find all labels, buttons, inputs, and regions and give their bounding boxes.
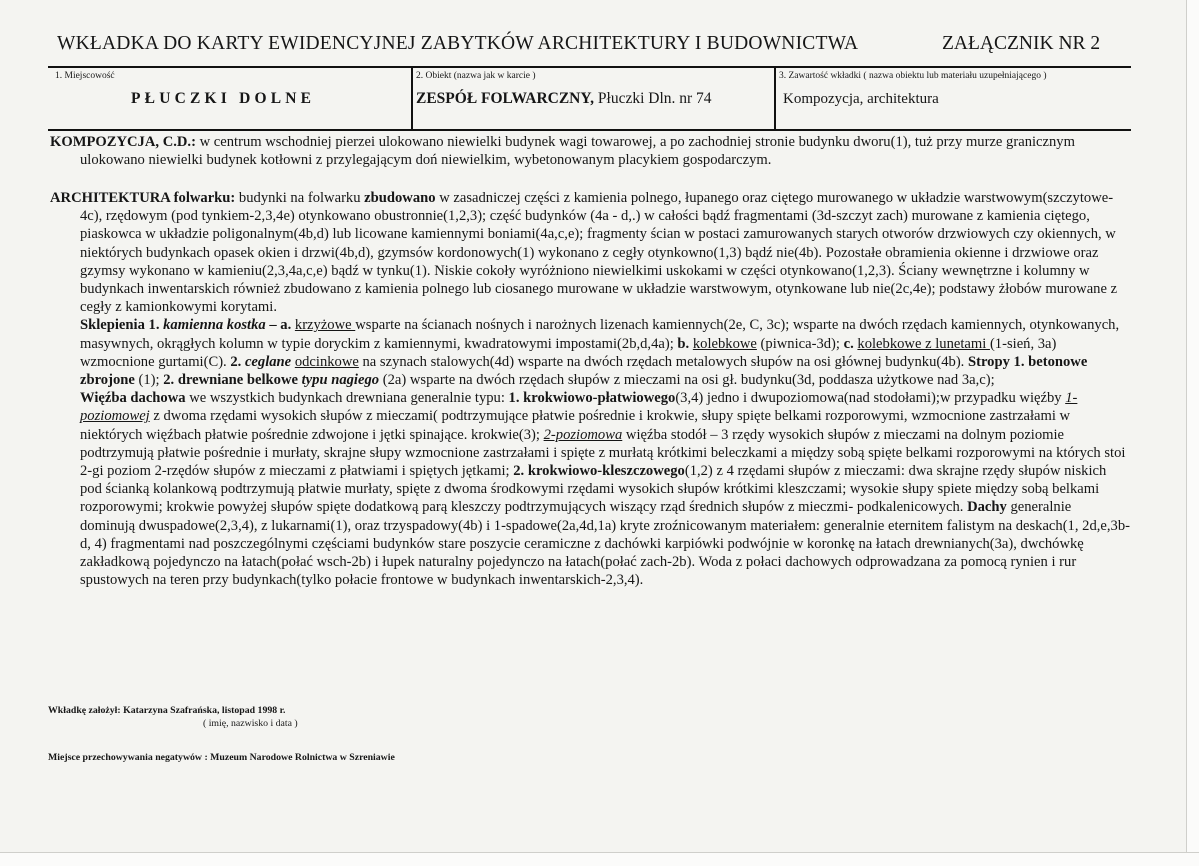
text-run: kolebkowe — [692, 335, 757, 352]
text-run: (2a) wsparte na dwóch rzędach słupów z mieczami na osi gł. budynku(3d, poddasza użytkowe nad 3a,c); — [379, 372, 995, 389]
text-run: ARCHITEKTURA folwarku: — [50, 190, 236, 206]
object-value — [416, 90, 712, 108]
text-run: więźba stodół – 3 rzędy wysokich słupów z mieczami na dolnym poziomie podtrzymują płatwie pośrednie i murłaty, skrajne słupy wzmocnione zastrzałami i spięte z murłatą krótkimi beleczkami a między sobą spięte belkami rozporowymi na których stoi 2-gi poziom 2-rzędów słupów z mieczami z płatwiami i spiętych jętkami; — [80, 426, 1126, 480]
text-run: kamienna kostka — [163, 317, 266, 334]
text-run: Stropy 1. betonowe zbrojone — [80, 353, 1088, 389]
text-run: (1); — [134, 372, 164, 389]
text-run: Sklepienia 1. — [80, 317, 164, 334]
text-run: generalnie dominują dwuspadowe(2,3,4), z lukarnami(1), oraz trzyspadowy(4b) i 1-spadowe(2a,4d,1a) kryte zroźnicowanym materiałem: generalnie eternitem falistym na deskach(1, 2d,e,3b-d, 4) fragmentami nad poszczególnymi częściami budynków stare poszycie ceramiczne z dachówki karpiówki podwójnie w koronkę na łatach drewnianych(3a), dwchówkę zakładkową pojedynczo na łatach(połać wsch-2b) i łupek naturalny pojedynczo na łatach(połać zach-2b). Woda z połaci dachowych odprowadzana za pomocą rynien i rur spustowych na teren przy budynkach(tylko połacie frontowe w budynkach inwentarskich-2,3,4). — [80, 499, 1130, 589]
text-run: Więźba dachowa — [80, 390, 186, 407]
author-hint: ( imię, nazwisko i data ) — [203, 718, 298, 729]
card-title: WKŁADKA DO KARTY EWIDENCYJNEJ ZABYTKÓW ARCHITEKTURY I BUDOWNICTWA — [57, 33, 859, 54]
text-run: 2. drewniane belkowe — [163, 372, 302, 389]
place-label: 1. Miejscowość — [55, 71, 115, 81]
scan-edge-right — [1186, 0, 1199, 865]
annex-number: ZAŁĄCZNIK NR 2 — [942, 33, 1101, 54]
field-divider-1 — [411, 68, 413, 129]
text-run: (1,2) z 4 rzędami słupów z mieczami: dwa skrajne rzędy słupów niskich pod ścianką kolankową podtrzymują płatwie murłaty, spięte z dwoma środkowymi rzędami wysokich słupów krótkimi kleszczami; wysokie słupy spiete między sobą belkami rozporowymi; krokwie powyżej słupów spięte dodatkową parą kleszczy podtrzymujących wiszący rząd średnich słupów z mieczmi- podkalenicowych. — [80, 463, 1107, 516]
text-run: z dwoma rzędami wysokich słupów z mieczami( podtrzymujące płatwie pośrednie i krokwie, słupy spięte belkami rozporowymi, wzmocnione zastrzałami w niektórych więźbach płatwie pośrednie zdwojone i jętki spinające. krokwie(3); — [80, 408, 1071, 443]
architecture-paragraph-walls — [50, 189, 1130, 316]
text-run: kolebkowe z lunetami — [857, 335, 990, 352]
object-address: Płuczki Dln. nr 74 — [594, 90, 712, 107]
text-run: 2-poziomowa — [543, 426, 623, 443]
composition-paragraph — [50, 133, 1130, 169]
text-run: 2. krokwiowo-kleszczowego — [513, 463, 685, 480]
text-run: odcinkowe — [294, 353, 359, 370]
place-value: PŁUCZKI DOLNE — [131, 90, 316, 107]
composition-section — [50, 133, 1130, 169]
architecture-paragraph-vaults — [50, 316, 1130, 389]
text-run: na szynach stalowych(4d) wsparte na dwóch rzędach metalowych słupów na osi głównej budynku(4b). — [358, 353, 968, 370]
text-run: w zasadniczej części z kamienia polnego, łupanego oraz ciętego murowanego w układzie warstwowym(szczytowe-4c), rzędowym (pod tynkiem-2,3,4e) otynkowano obustronnie(1,2,3); część budynków (4a - d,.) w całości bądź fragmentami (3d-szczyt zach) murowane z kamienia ciętego, piaskowca w układzie poligonalnym(4b,d) lub licowane kamiennymi boniami(4a,c,e); fragmenty ścian w postaci zamurowanych starych otworów drzwiowych czy okiennych, w niektórych budynkach opasek okien i drzwi(4b,d), gzymsów kordonowych(1) wykonano z cegły otynkowno(1,3) bądź nie(4b). Pozostałe obramienia okienne i drzwiowe oraz gzymsy wykonano w kamieniu(2,3,4a,c,e) bądź w tynku(1). Niskie cokoły wyróżniono niewielkimi uskokami w części otynkowano(1,2,3). Ściany wewnętrzne i kolumny w budynkach inwentarskich również zbudowano z kamienia polnego lub ciosanego murowane w układzie warstwowym, otynkowane lub nie(2c,4e); podstawy żłobów murowane z cegły z kamionkowymi korytami. — [80, 190, 1118, 316]
text-run: budynki na folwarku — [235, 190, 365, 206]
text-run: 1. krokwiowo-płatwiowego — [508, 390, 676, 407]
object-name: ZESPÓŁ FOLWARCZNY, — [416, 90, 595, 107]
text-run: wsparte na ścianach nośnych i narożnych lizenach kamiennych(2e, C, 3c); wsparte na dwóch rzędach kamiennych, otynkowanych, masywnych, okrągłych kolumn w typie doryckim z kamiennymi, kwadratowymi impostami(2b,d,4a); — [80, 317, 1120, 352]
text-run: ceglane — [244, 353, 292, 370]
negatives-storage: Miejsce przechowywania negatywów : Muzeum Narodowe Rolnictwa w Szreniawie — [48, 752, 395, 763]
text-run: – a. — [265, 317, 295, 334]
object-label: 2. Obiekt (nazwa jak w karcie ) — [416, 71, 536, 81]
text-run: c. — [843, 335, 858, 352]
composition-text: w centrum wschodniej pierzei ulokowano niewielki budynek wagi towarowej, a po zachodniej stronie budynku dworu(1), tuż przy murze granicznym ulokowano niewielki budynek kotłowni z przylegającym doń niewielkim, wybetonowanym placykiem gospodarczym. — [80, 134, 1075, 169]
composition-heading: KOMPOZYCJA, C.D.: — [50, 134, 196, 150]
text-run: we wszystkich budynkach drewniana generalnie typu: — [185, 390, 509, 407]
text-run: b. — [677, 335, 693, 352]
content-value: Kompozycja, architektura — [783, 91, 939, 107]
text-run: zbudowano — [364, 190, 436, 206]
fields-bottom-rule — [48, 129, 1131, 131]
content-label: 3. Zawartość wkładki ( nazwa obiektu lub materiału uzupełniającego ) — [779, 71, 1047, 81]
author-line: Wkładkę założył: Katarzyna Szafrańska, listopad 1998 r. — [48, 705, 286, 716]
scan-edge-bottom — [0, 852, 1199, 866]
text-run: 2. — [230, 353, 245, 370]
text-run: (3,4) jedno i dwupoziomowa(nad stodołami);w przypadku więźby — [675, 390, 1066, 407]
text-run: (piwnica-3d); — [756, 335, 844, 352]
architecture-section — [50, 189, 1130, 589]
text-run: typu nagiego — [301, 372, 380, 389]
text-run: krzyżowe — [294, 317, 356, 334]
text-run: 1-poziomowej — [80, 390, 1078, 425]
field-divider-2 — [774, 68, 776, 129]
text-run: Dachy — [967, 499, 1007, 516]
architecture-paragraph-roof — [50, 389, 1130, 589]
top-rule — [48, 66, 1131, 68]
text-run: (1-sień, 3a) wzmocnione gurtami(C). — [80, 335, 1057, 370]
